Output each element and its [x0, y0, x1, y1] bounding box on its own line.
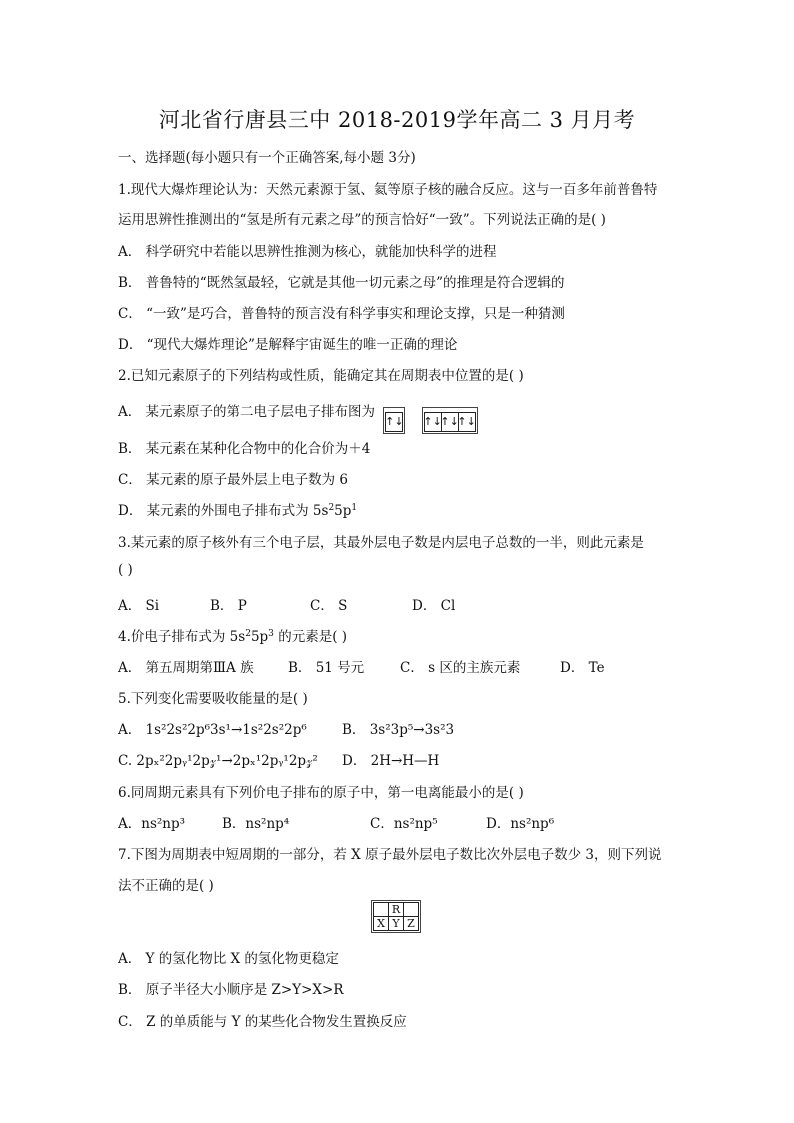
q7-stem-line1: 7.下图为周期表中短周期的一部分，若 X 原子最外层电子数比次外层电子数少 3，则下列说 — [118, 847, 662, 863]
q5-option-a: A． 1s²2s²2p⁶3s¹→1s²2s²2p⁶ — [118, 722, 307, 738]
q4-stem-mid: 5p — [250, 629, 269, 645]
table-cell-r: R — [389, 903, 404, 917]
q6-options — [118, 812, 554, 832]
q3-options — [118, 594, 455, 614]
q5-options-ab — [118, 718, 454, 738]
superscript: 3 — [268, 629, 274, 639]
q6-option-d: D．ns²np⁶ — [486, 816, 555, 832]
q1-stem-line1: 1.现代大爆炸理论认为：天然元素源于氢、氦等原子核的融合反应。这与一百多年前普鲁特 — [118, 182, 658, 198]
orbital-box: ↑↓ — [425, 413, 442, 431]
table-cell — [374, 903, 389, 917]
table-cell — [404, 903, 419, 917]
q1-option-c: C． “一致”是巧合，普鲁特的预言没有科学事实和理论支撑，只是一种猜测 — [118, 306, 565, 322]
orbital-box: ↑↓ — [385, 415, 404, 428]
q6-option-c: C．ns²np⁵ — [370, 816, 438, 832]
q4-options — [118, 656, 605, 676]
superscript: 2 — [245, 629, 251, 639]
q7-option-c: C． Z 的单质能与 Y 的某些化合物发生置换反应 — [118, 1014, 407, 1030]
q7-option-b: B． 原子半径大小顺序是 Z>Y>X>R — [118, 982, 344, 998]
q3-option-a: A． Si — [118, 598, 160, 614]
page-title: 河北省行唐县三中 2018-2019学年高二 3 月月考 — [158, 108, 636, 132]
q3-option-b: B． P — [210, 598, 247, 614]
q4-option-b: B． 51 号元 — [288, 660, 365, 676]
q7-stem-line2: 法不正确的是( ) — [118, 878, 214, 894]
periodic-table-fragment — [373, 902, 419, 931]
q5-option-c: C. 2pₓ²2pᵧ¹2p𝓏¹→2pₓ¹2pᵧ¹2p𝓏² — [118, 753, 318, 769]
q1-option-d: D． “现代大爆炸理论”是解释宇宙诞生的唯一正确的理论 — [118, 337, 458, 353]
q2-stem: 2.已知元素原子的下列结构或性质，能确定其在周期表中位置的是( ) — [118, 368, 524, 384]
q5-option-b: B． 3s²3p⁵→3s²3 — [342, 722, 455, 738]
q4-stem — [118, 625, 347, 645]
superscript: 2 — [328, 503, 335, 513]
table-cell-y: Y — [389, 917, 404, 931]
q6-option-b: B．ns²np⁴ — [222, 816, 290, 832]
q5-stem: 5.下列变化需要吸收能量的是( ) — [118, 691, 308, 707]
section-heading: 一、选择题(每小题只有一个正确答案,每小题 3分) — [118, 150, 416, 166]
q7-option-a: A． Y 的氢化物比 X 的氢化物更稳定 — [118, 951, 339, 967]
orbital-box: ↑↓ — [442, 413, 459, 431]
q4-stem-text: 4.价电子排布式为 5s — [118, 629, 246, 645]
q4-option-a: A． 第五周期第ⅢA 族 — [118, 660, 254, 676]
q5-options-cd — [118, 749, 439, 769]
orbital-diagram-2s — [383, 407, 405, 434]
q2-option-a — [118, 400, 478, 434]
q2-option-d-text: D． 某元素的外围电子排布式为 5s — [118, 503, 329, 519]
q4-option-d: D． Te — [560, 660, 605, 676]
orbital-diagram-2p — [422, 407, 478, 434]
table-cell-x: X — [374, 917, 389, 931]
q1-option-b: B． 普鲁特的“既然氢最轻，它就是其他一切元素之母”的推理是符合逻辑的 — [118, 275, 565, 291]
q2-option-d — [118, 499, 357, 519]
q2-option-c: C． 某元素的原子最外层上电子数为 6 — [118, 472, 349, 488]
q3-option-c: C． S — [310, 598, 348, 614]
q2-option-b: B． 某元素在某种化合物中的化合价为＋4 — [118, 441, 371, 457]
superscript: 1 — [351, 503, 358, 513]
q2-option-a-text: A． 某元素原子的第二电子层电子排布图为 — [118, 404, 376, 420]
q6-stem: 6.同周期元素具有下列价电子排布的原子中，第一电离能最小的是( ) — [118, 785, 524, 801]
orbital-box: ↑↓ — [457, 415, 476, 428]
q4-option-c: C． s 区的主族元素 — [400, 660, 521, 676]
q1-option-a: A． 科学研究中若能以思辨性推测为核心，就能加快科学的进程 — [118, 244, 497, 260]
q3-option-d: D． Cl — [412, 598, 456, 614]
q3-stem-line2: ( ) — [118, 562, 133, 578]
q6-option-a: A．ns²np³ — [118, 816, 186, 832]
q2-option-d-text-mid: 5p — [334, 503, 352, 519]
q1-stem-line2: 运用思辨性推测出的“氢是所有元素之母”的预言恰好“一致”。下列说法正确的是( ) — [118, 212, 606, 228]
q3-stem-line1: 3.某元素的原子核外有三个电子层，其最外层电子数是内层电子总数的一半，则此元素是 — [118, 535, 644, 551]
q4-stem-post: 的元素是( ) — [273, 629, 348, 645]
table-cell-z: Z — [404, 917, 419, 931]
q5-option-d: D． 2H→H—H — [342, 753, 440, 769]
